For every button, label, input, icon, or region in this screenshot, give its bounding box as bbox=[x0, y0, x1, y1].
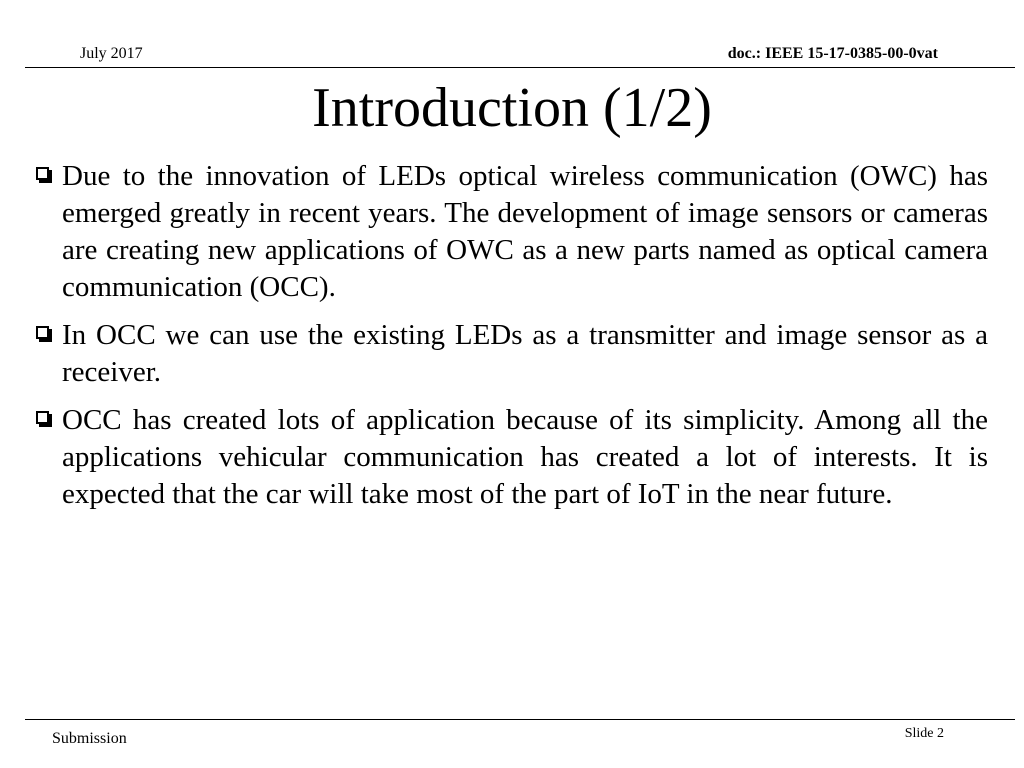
bullet-item bbox=[36, 317, 988, 391]
header-rule bbox=[25, 67, 1015, 68]
bullet-item bbox=[36, 402, 988, 513]
square-bullet-icon bbox=[36, 411, 49, 424]
bullet-list bbox=[36, 158, 988, 524]
bullet-text: In OCC we can use the existing LEDs as a transmitter and image sensor as a receiver. bbox=[62, 319, 988, 388]
footer-slide-number: Slide 2 bbox=[904, 726, 944, 741]
square-bullet-icon bbox=[36, 167, 49, 180]
slide-title: Introduction (1/2) bbox=[312, 77, 712, 139]
footer-submission: Submission bbox=[52, 730, 127, 747]
square-bullet-icon bbox=[36, 326, 49, 339]
bullet-text: Due to the innovation of LEDs optical wireless communication (OWC) has emerged greatly in recent years. The development of image sensors or cameras are creating new applications of OWC as a new parts named as optical camera communication (OCC). bbox=[62, 160, 988, 303]
bullet-item bbox=[36, 158, 988, 306]
footer-rule bbox=[25, 719, 1015, 720]
header-doc-id: doc.: IEEE 15-17-0385-00-0vat bbox=[727, 45, 938, 62]
bullet-text: OCC has created lots of application because of its simplicity. Among all the applications vehicular communication has created a lot of interests. It is expected that the car will take most of the part of IoT in the near future. bbox=[62, 404, 988, 510]
header-date: July 2017 bbox=[80, 45, 143, 62]
